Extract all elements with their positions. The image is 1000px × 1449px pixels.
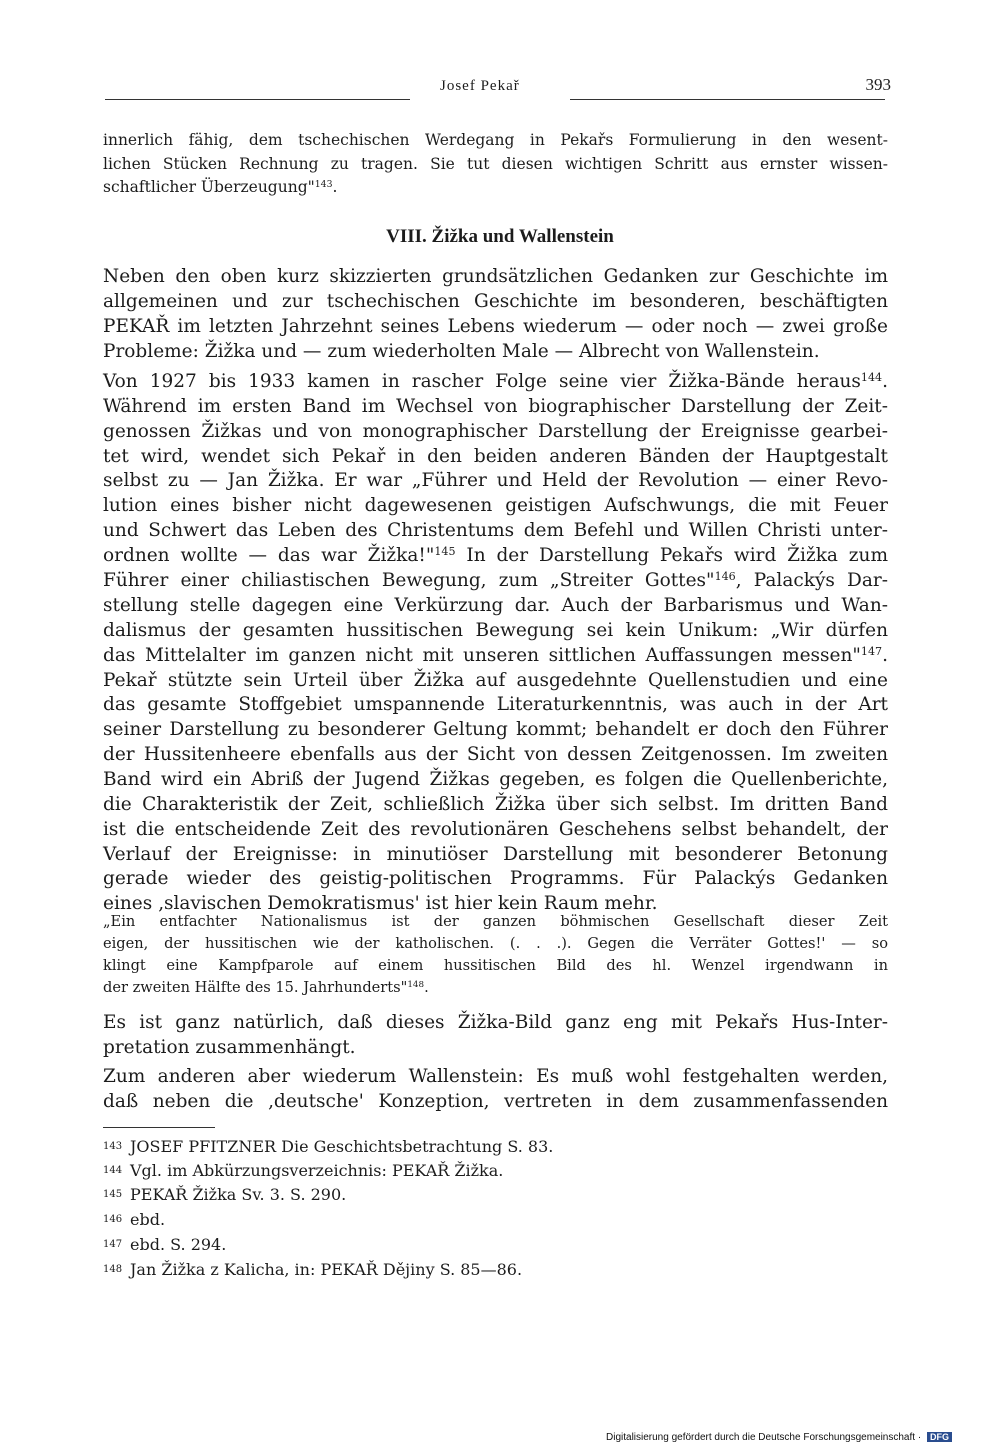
text-line: Während im ersten Band im Wechsel von biographischer Darstellung der Zeit- bbox=[103, 396, 888, 417]
footnote-ref: 143 bbox=[314, 178, 333, 190]
quote-line: klingt eine Kampfparole auf einem hussitischen Bild des hl. Wenzel irgendwann in bbox=[103, 957, 888, 974]
text-line: die Charakteristik der Zeit, schließlich Žižka über sich selbst. Im dritten Band bbox=[103, 794, 888, 815]
text-segment: der zweiten Hälfte des 15. Jahrhunderts" bbox=[103, 979, 408, 996]
footnote-text: ebd. S. 294. bbox=[130, 1235, 227, 1254]
text-line: ist die entscheidende Zeit des revolutionären Geschehens selbst behandelt, der bbox=[103, 819, 888, 840]
funding-note: Digitalisierung gefördert durch die Deutsche Forschungsgemeinschaft bbox=[606, 1432, 916, 1443]
text-line: der Hussitenheere ebenfalls aus der Sicht von dessen Zeitgenossen. Im zweiten bbox=[103, 744, 888, 765]
text-segment: schaftlicher Überzeugung" bbox=[103, 178, 315, 196]
footnote-ref: 148 bbox=[407, 980, 425, 991]
text-segment: ordnen wollte — das war Žižka!" bbox=[103, 545, 435, 566]
text-line: innerlich fähig, dem tschechischen Werdegang in Pekařs Formulierung in den wesent- bbox=[103, 131, 888, 149]
footnote-ref: 146 bbox=[714, 569, 736, 583]
footnote-number: 144 bbox=[103, 1164, 123, 1176]
text-line: tet wird, wendet sich Pekař in den beiden anderen Bänden der Hauptgestalt bbox=[103, 446, 888, 467]
footnote-number: 145 bbox=[103, 1188, 123, 1200]
footnote bbox=[103, 1210, 165, 1229]
footnote-text: ebd. bbox=[130, 1210, 166, 1229]
text-segment: . bbox=[882, 645, 888, 666]
text-line: Zum anderen aber wiederum Wallenstein: Es muß wohl festgehalten werden, bbox=[103, 1066, 888, 1087]
text-line: PEKAŘ im letzten Jahrzehnt seines Lebens wiederum — oder noch — zwei große bbox=[103, 316, 888, 337]
text-line: Neben den oben kurz skizzierten grundsätzlichen Gedanken zur Geschichte im bbox=[103, 266, 888, 287]
footnote bbox=[103, 1137, 553, 1156]
text-line bbox=[103, 545, 888, 566]
text-line: Verlauf der Ereignisse: in minutiöser Darstellung mit besonderer Betonung bbox=[103, 844, 888, 865]
text-line: gerade wieder des geistig-politischen Programms. Für Palackýs Gedanken bbox=[103, 868, 888, 889]
quote-line: eigen, der hussitischen wie der katholischen. (. . .). Gegen die Verräter Gottes!' — so bbox=[103, 935, 888, 952]
footnote-ref: 147 bbox=[860, 644, 883, 658]
footnote-ref: 144 bbox=[860, 370, 883, 384]
text-segment: das Mittelalter im ganzen nicht mit unseren sittlichen Auffassungen messen" bbox=[103, 645, 861, 666]
footnote bbox=[103, 1161, 503, 1180]
footnote-rule bbox=[103, 1127, 215, 1128]
text-line: lichen Stücken Rechnung zu tragen. Sie tut diesen wichtigen Schritt aus ernster wissen- bbox=[103, 155, 888, 173]
text-line: genossen Žižkas und von monographischer Darstellung der Ereignisse gearbei- bbox=[103, 421, 888, 442]
footnote bbox=[103, 1185, 346, 1204]
text-line: das gesamte Stoffgebiet umspannende Literaturkenntnis, was auch in der Art bbox=[103, 694, 888, 715]
dfg-logo: DFG bbox=[927, 1432, 952, 1442]
text-line: allgemeinen und zur tschechischen Geschichte im besonderen, beschäftigten bbox=[103, 291, 888, 312]
funding-footer: Digitalisierung gefördert durch die Deutsche Forschungsgemeinschaft · DFG bbox=[606, 1432, 952, 1443]
text-line: pretation zusammenhängt. bbox=[103, 1037, 356, 1058]
footnote-ref: 145 bbox=[434, 544, 456, 558]
footnote-number: 147 bbox=[103, 1238, 123, 1250]
header-rule-right bbox=[570, 99, 885, 100]
quote-line: der zweiten Hälfte des 15. Jahrhunderts"$^{148}$. bbox=[103, 979, 429, 996]
footnote-text: Vgl. im Abkürzungsverzeichnis: PEKAŘ Žižka. bbox=[130, 1161, 504, 1180]
text-line: dalismus der gesamten hussitischen Bewegung sei kein Unikum: „Wir dürfen bbox=[103, 620, 888, 641]
text-line: selbst zu — Jan Žižka. Er war „Führer und Held der Revolution — einer Revo- bbox=[103, 470, 888, 491]
text-line bbox=[103, 570, 888, 591]
text-segment: , Palackýs Dar- bbox=[735, 570, 888, 591]
text-line: Es ist ganz natürlich, daß dieses Žižka-Bild ganz eng mit Pekařs Hus-Inter- bbox=[103, 1012, 888, 1033]
text-line: und Schwert das Leben des Christentums dem Befehl und Willen Christi unter- bbox=[103, 520, 888, 541]
text-line bbox=[103, 645, 888, 666]
text-line: stellung stelle dagegen eine Verkürzung dar. Auch der Barbarismus und Wan- bbox=[103, 595, 888, 616]
footnote bbox=[103, 1260, 522, 1279]
text-line: Probleme: Žižka und — zum wiederholten Male — Albrecht von Wallenstein. bbox=[103, 341, 820, 362]
footnote-number: 143 bbox=[103, 1140, 123, 1152]
text-line: daß neben die ‚deutsche' Konzeption, vertreten in dem zusammenfassenden bbox=[103, 1091, 888, 1112]
text-line: Band wird ein Abriß der Jugend Žižkas gegeben, es folgen die Quellenberichte, bbox=[103, 769, 888, 790]
text-segment: Führer einer chiliastischen Bewegung, zum „Streiter Gottes" bbox=[103, 570, 715, 591]
text-line: Von 1927 bis 1933 kamen in rascher Folge seine vier Žižka-Bände heraus$^{144}$. bbox=[103, 370, 888, 392]
running-title: Josef Pekař bbox=[440, 78, 520, 94]
text-line: Pekař stützte sein Urteil über Žižka auf ausgedehnte Quellenstudien und eine bbox=[103, 670, 888, 691]
text-segment: Von 1927 bis 1933 kamen in rascher Folge seine vier Žižka-Bände heraus bbox=[103, 371, 861, 392]
text-line: eines ‚slavischen Demokratismus' ist hier kein Raum mehr. bbox=[103, 893, 658, 914]
footnote-number: 148 bbox=[103, 1263, 123, 1275]
section-heading: VIII. Žižka und Wallenstein bbox=[386, 226, 614, 247]
footnote-text: Jan Žižka z Kalicha, in: PEKAŘ Dějiny S. 85—86. bbox=[130, 1260, 523, 1279]
footnote-text: PEKAŘ Žižka Sv. 3. S. 290. bbox=[130, 1185, 347, 1204]
footnote bbox=[103, 1235, 226, 1254]
text-line: seiner Darstellung zu besonderer Geltung kommt; behandelt er doch den Führer bbox=[103, 719, 888, 740]
text-line: schaftlicher Überzeugung"$^{143}$. bbox=[103, 178, 338, 196]
page-number: 393 bbox=[865, 75, 891, 94]
text-segment: In der Darstellung Pekařs wird Žižka zum bbox=[455, 545, 888, 566]
quote-line: „Ein entfachter Nationalismus ist der ganzen böhmischen Gesellschaft dieser Zeit bbox=[103, 913, 888, 930]
footnote-text: JOSEF PFITZNER Die Geschichtsbetrachtung S. 83. bbox=[130, 1137, 554, 1156]
text-line: lution eines bisher nicht dagewesenen geistigen Aufschwungs, die mit Feuer bbox=[103, 495, 888, 516]
header-rule-left bbox=[105, 99, 410, 100]
footnote-number: 146 bbox=[103, 1213, 123, 1225]
